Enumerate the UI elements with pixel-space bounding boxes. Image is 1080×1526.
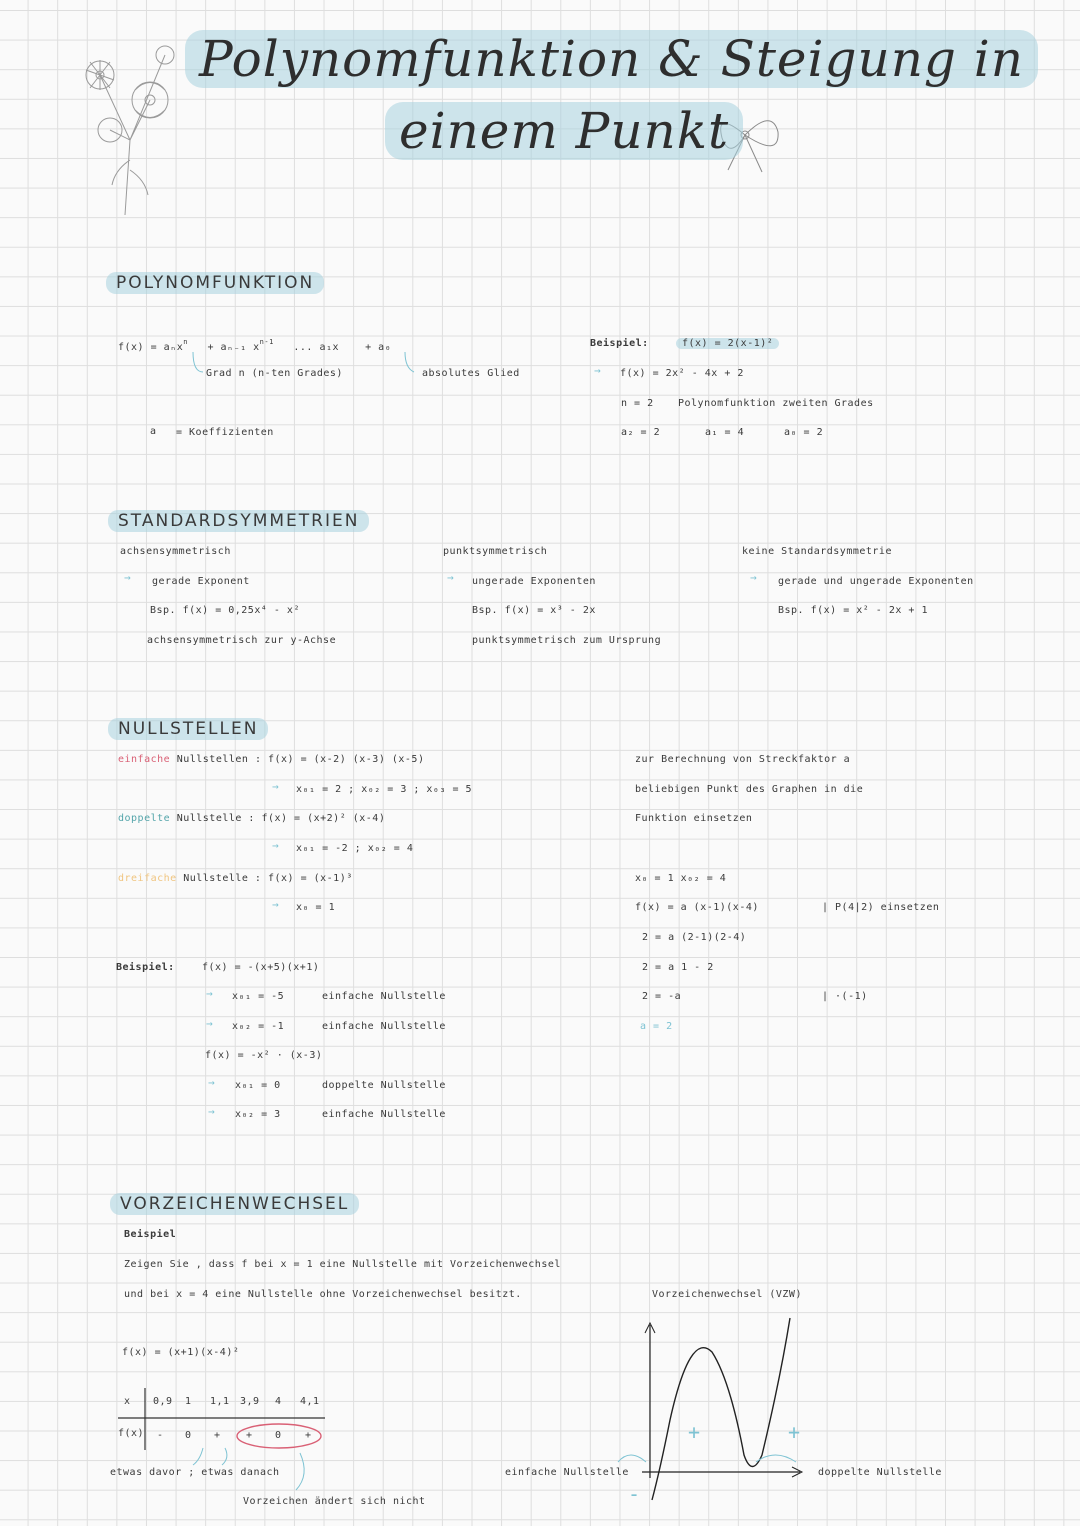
- null-r2n: einfache Nullstelle: [322, 1021, 446, 1032]
- sym-c2-bsp: Bsp. f(x) = x³ - 2x: [472, 605, 596, 616]
- table-x-label: x: [124, 1396, 131, 1407]
- sf-l3: 2 = a 1 - 2: [642, 962, 714, 973]
- poly-a-symbol: a: [150, 426, 157, 437]
- null-fx2: f(x) = -x² · (x-3): [205, 1050, 323, 1061]
- graph-doppelt-label: doppelte Nullstelle: [818, 1467, 942, 1478]
- graph-curve: [652, 1318, 790, 1500]
- graph-plus-sign: +: [688, 1420, 701, 1444]
- poly-a1: a₁ = 4: [705, 427, 745, 438]
- poly-grad-note: Grad n (n-ten Grades): [206, 368, 343, 379]
- null-r3: x₀₁ = 0: [235, 1080, 281, 1091]
- arrow-icon: →: [272, 839, 279, 852]
- page-title-line2: einem Punkt: [385, 102, 743, 160]
- flower-doodle-icon: [86, 46, 174, 215]
- table-x-cell: 4,1: [300, 1396, 320, 1407]
- null-bsp-label: Beispiel:: [116, 962, 175, 973]
- section-heading-nullstellen: NULLSTELLEN: [108, 718, 268, 740]
- null-dreifach: dreifache Nullstelle : f(x) = (x-1)³: [118, 873, 353, 884]
- section-heading-standardsymmetrien: STANDARDSYMMETRIEN: [108, 510, 369, 532]
- sym-c1-rule: gerade Exponent: [152, 576, 250, 587]
- poly-bsp-label: Beispiel:: [590, 338, 649, 349]
- sf-l4n: | ·(-1): [822, 991, 868, 1002]
- sf-l5: a = 2: [640, 1021, 673, 1032]
- null-doppelt: doppelte Nullstelle : f(x) = (x+2)² (x-4): [118, 813, 386, 824]
- sym-c1-bsp: Bsp. f(x) = 0,25x⁴ - x²: [150, 605, 300, 616]
- section-heading-polynomfunktion: POLYNOMFUNKTION: [106, 272, 324, 294]
- sym-c2-rule: ungerade Exponenten: [472, 576, 596, 587]
- vzw-bsp: Beispiel: [124, 1229, 177, 1240]
- sf-l1: f(x) = a (x-1)(x-4): [635, 902, 759, 913]
- arrow-icon: →: [208, 1076, 215, 1089]
- table-fx-label: f(x): [118, 1428, 145, 1439]
- sym-c1-title: achsensymmetrisch: [120, 546, 231, 557]
- arrow-icon: →: [124, 571, 131, 584]
- graph-einfach-label: einfache Nullstelle: [505, 1467, 629, 1478]
- null-dreifach-x: x₀ = 1: [296, 902, 336, 913]
- sym-c2-title: punktsymmetrisch: [443, 546, 548, 557]
- null-r1n: einfache Nullstelle: [322, 991, 446, 1002]
- poly-bsp-fx: f(x) = 2(x-1)²: [676, 338, 779, 349]
- poly-bsp-desc: Polynomfunktion zweiten Grades: [678, 398, 874, 409]
- null-r3n: doppelte Nullstelle: [322, 1080, 446, 1091]
- null-r4n: einfache Nullstelle: [322, 1109, 446, 1120]
- poly-a0: a₀ = 2: [784, 427, 824, 438]
- table-x-cell: 3,9: [240, 1396, 260, 1407]
- arrow-icon: →: [272, 898, 279, 911]
- vzw-note2: Vorzeichen ändert sich nicht: [243, 1496, 426, 1507]
- sym-c3-title: keine Standardsymmetrie: [742, 546, 892, 557]
- poly-bsp-expand: f(x) = 2x² - 4x + 2: [620, 368, 744, 379]
- graph-plus-sign: +: [788, 1420, 801, 1444]
- arrow-icon: →: [206, 987, 213, 1000]
- arrow-icon: →: [447, 571, 454, 584]
- table-f-cell: 0: [275, 1430, 282, 1441]
- null-r1: x₀₁ = -5: [232, 991, 285, 1002]
- table-x-cell: 4: [275, 1396, 282, 1407]
- table-x-cell: 0,9: [153, 1396, 173, 1407]
- sf-line2: beliebigen Punkt des Graphen in die: [635, 784, 864, 795]
- page-title: Polynomfunktion & Steigung in: [185, 30, 1038, 88]
- sf-x: x₀ = 1 x₀₂ = 4: [635, 873, 727, 884]
- table-f-cell: +: [246, 1430, 253, 1441]
- sf-l2: 2 = a (2-1)(2-4): [642, 932, 747, 943]
- poly-bsp-n: n = 2: [621, 398, 654, 409]
- graph-minus-sign: -: [628, 1482, 641, 1506]
- graph-title: Vorzeichenwechsel (VZW): [652, 1289, 802, 1300]
- arrow-icon: →: [750, 571, 757, 584]
- arrow-icon: →: [272, 780, 279, 793]
- sym-c1-note: achsensymmetrisch zur y-Achse: [147, 635, 337, 646]
- null-bsp-fx: f(x) = -(x+5)(x+1): [202, 962, 320, 973]
- poly-koeff-note: = Koeffizienten: [176, 427, 274, 438]
- vzw-task1: Zeigen Sie , dass f bei x = 1 eine Nullstelle mit Vorzeichenwechsel: [124, 1259, 561, 1270]
- sf-l4: 2 = -a: [642, 991, 682, 1002]
- null-einfach-x: x₀₁ = 2 ; x₀₂ = 3 ; x₀₃ = 5: [296, 784, 473, 795]
- table-f-cell: 0: [185, 1430, 192, 1441]
- sf-line3: Funktion einsetzen: [635, 813, 753, 824]
- arrow-icon: →: [208, 1105, 215, 1118]
- poly-formula: f(x) = aₙx$^n$ + aₙ₋₁ $x^{n-1}$ ... a₁x + a₀: [118, 338, 392, 353]
- sf-l1n: | P(4|2) einsetzen: [822, 902, 940, 913]
- vzw-fx: f(x) = (x+1)(x-4)²: [122, 1347, 240, 1358]
- table-f-cell: +: [305, 1430, 312, 1441]
- sym-c2-note: punktsymmetrisch zum Ursprung: [472, 635, 662, 646]
- poly-absolut-note: absolutes Glied: [422, 368, 520, 379]
- vzw-task2: und bei x = 4 eine Nullstelle ohne Vorzeichenwechsel besitzt.: [124, 1289, 522, 1300]
- null-doppelt-x: x₀₁ = -2 ; x₀₂ = 4: [296, 843, 414, 854]
- table-x-cell: 1,1: [210, 1396, 230, 1407]
- sym-c3-bsp: Bsp. f(x) = x² - 2x + 1: [778, 605, 928, 616]
- sym-c3-rule: gerade und ungerade Exponenten: [778, 576, 974, 587]
- vzw-graph: [618, 1318, 802, 1500]
- section-heading-vorzeichenwechsel: VORZEICHENWECHSEL: [110, 1193, 359, 1215]
- arrow-icon: →: [206, 1017, 213, 1030]
- poly-a2: a₂ = 2: [621, 427, 661, 438]
- null-r4: x₀₂ = 3: [235, 1109, 281, 1120]
- arrow-icon: →: [594, 364, 601, 377]
- sf-line1: zur Berechnung von Streckfaktor a: [635, 754, 851, 765]
- vzw-note1: etwas davor ; etwas danach: [110, 1467, 280, 1478]
- table-x-cell: 1: [185, 1396, 192, 1407]
- null-r2: x₀₂ = -1: [232, 1021, 285, 1032]
- table-f-cell: -: [157, 1430, 164, 1441]
- table-f-cell: +: [214, 1430, 221, 1441]
- null-einfach: einfache Nullstellen : f(x) = (x-2) (x-3) (x-5): [118, 754, 425, 765]
